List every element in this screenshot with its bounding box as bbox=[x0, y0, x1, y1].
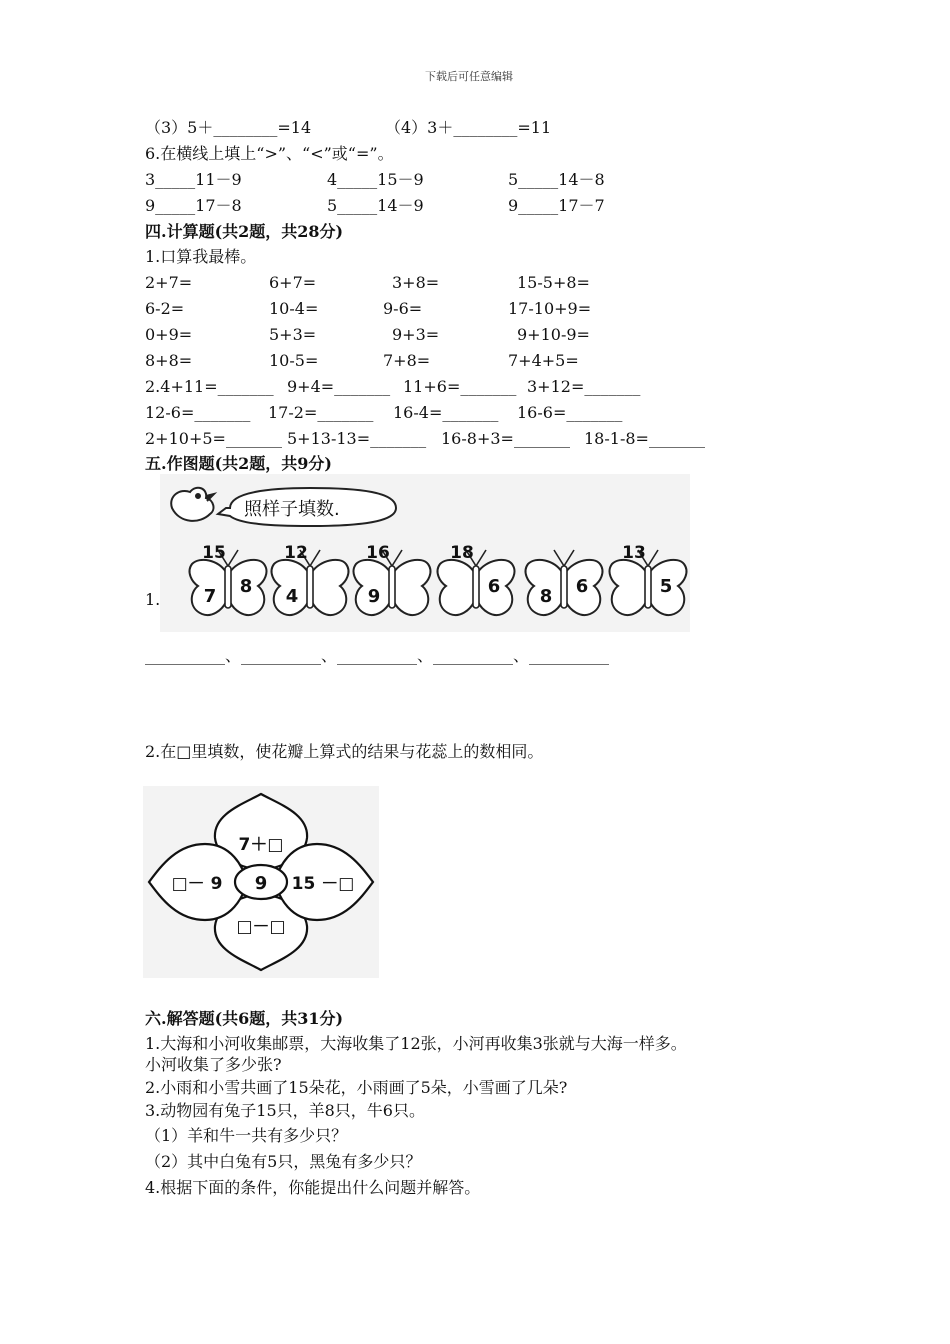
butterfly-left-number: 9 bbox=[367, 586, 381, 607]
butterfly-illustration bbox=[160, 474, 690, 632]
bubble-text: 照样子填数. bbox=[244, 499, 340, 520]
oral-calc-item: 2+7= bbox=[145, 273, 193, 292]
butterfly-left-number: 7 bbox=[203, 586, 217, 607]
oral-calc-item: 10-4= bbox=[269, 299, 319, 318]
fill-calc-item: 16-6=_______ bbox=[517, 403, 623, 422]
fill-calc-item: 16-8+3=_______ bbox=[441, 429, 570, 448]
fill-calc-item: 5+13-13=_______ bbox=[287, 429, 427, 448]
oral-calc-item: 0+9= bbox=[145, 325, 193, 344]
problem-line: 1.大海和小河收集邮票，大海收集了12张，小河再收集3张就与大海一样多。 bbox=[145, 1034, 687, 1053]
section-6-title: 六.解答题(共6题，共31分) bbox=[145, 1009, 344, 1028]
oral-calc-item: 6+7= bbox=[269, 273, 317, 292]
oral-calc-item: 7+4+5= bbox=[508, 351, 579, 370]
compare-item: 9_____17－7 bbox=[508, 196, 605, 215]
oral-calc-item: 15-5+8= bbox=[517, 273, 590, 292]
butterfly-top-number: 15 bbox=[202, 543, 226, 563]
fill-calc-item: 11+6=_______ bbox=[403, 377, 517, 396]
butterfly-top-number: 12 bbox=[284, 543, 308, 563]
oral-calc-item: 8+8= bbox=[145, 351, 193, 370]
answer-line: __________、__________、__________、__________、__________ bbox=[145, 646, 610, 665]
fill-calc-item: 12-6=_______ bbox=[145, 403, 251, 422]
fill-calc-item: 2+10+5=_______ bbox=[145, 429, 282, 448]
oral-calc-item: 6-2= bbox=[145, 299, 185, 318]
oral-calc-item: 5+3= bbox=[269, 325, 317, 344]
butterfly-top-number: 18 bbox=[450, 543, 474, 563]
butterfly-left-number: 4 bbox=[285, 586, 299, 607]
compare-item: 3_____11－9 bbox=[145, 170, 242, 189]
oral-calc-item: 9+10-9= bbox=[517, 325, 590, 344]
oral-calc-item: 9+3= bbox=[392, 325, 440, 344]
problem-line: 4.根据下面的条件，你能提出什么问题并解答。 bbox=[145, 1178, 481, 1197]
fill-calc-item: 16-4=_______ bbox=[393, 403, 499, 422]
oral-calc-item: 10-5= bbox=[269, 351, 319, 370]
butterfly-right-number: 5 bbox=[659, 576, 673, 597]
problem-line: 3.动物园有兔子15只，羊8只，牛6只。 bbox=[145, 1101, 425, 1120]
problem-line: 小河收集了多少张? bbox=[145, 1055, 282, 1074]
flower-diagram bbox=[143, 786, 379, 978]
oral-calc-item: 9-6= bbox=[383, 299, 423, 318]
fill-calc-item: 9+4=_______ bbox=[287, 377, 391, 396]
flower-center-number: 9 bbox=[254, 873, 268, 894]
flower-bottom-expression: □－□ bbox=[236, 917, 286, 937]
page-header: 下载后可任意编辑 bbox=[425, 70, 513, 83]
oral-calc-item: 3+8= bbox=[392, 273, 440, 292]
compare-item: 4_____15－9 bbox=[327, 170, 424, 189]
section-4-title: 四.计算题(共2题，共28分) bbox=[145, 222, 344, 241]
flower-right-expression: 15 －□ bbox=[291, 874, 355, 894]
question-6-title: 6.在横线上填上“>”、“<”或“=”。 bbox=[145, 144, 394, 163]
section-5-q1-label: 1. bbox=[145, 590, 161, 609]
flower-left-expression: □－ 9 bbox=[171, 874, 223, 894]
flower-top-expression: 7＋□ bbox=[238, 835, 284, 855]
butterfly-left-number: 8 bbox=[539, 586, 553, 607]
compare-item: 5_____14－9 bbox=[327, 196, 424, 215]
section-5-q2-text: 2.在□里填数，使花瓣上算式的结果与花蕊上的数相同。 bbox=[145, 742, 544, 761]
fill-calc-item: 18-1-8=_______ bbox=[584, 429, 705, 448]
butterfly-top-number: 13 bbox=[622, 543, 646, 563]
compare-item: 5_____14－8 bbox=[508, 170, 605, 189]
question-3-3: （3）5＋________=14 bbox=[145, 118, 312, 137]
butterfly-right-number: 8 bbox=[239, 576, 253, 597]
oral-calc-item: 17-10+9= bbox=[508, 299, 592, 318]
problem-line: 2.小雨和小雪共画了15朵花，小雨画了5朵，小雪画了几朵? bbox=[145, 1078, 568, 1097]
butterfly-top-number: 16 bbox=[366, 543, 390, 563]
question-3-4: （4）3＋________=11 bbox=[385, 118, 552, 137]
fill-calc-item: 2.4+11=_______ bbox=[145, 377, 274, 396]
fill-calc-item: 17-2=_______ bbox=[268, 403, 374, 422]
compare-item: 9_____17－8 bbox=[145, 196, 242, 215]
problem-line: （1）羊和牛一共有多少只？ bbox=[145, 1126, 348, 1145]
problem-line: （2）其中白兔有5只，黑兔有多少只？ bbox=[145, 1152, 422, 1171]
butterfly-right-number: 6 bbox=[487, 576, 501, 597]
butterfly-right-number: 6 bbox=[575, 576, 589, 597]
fill-calc-item: 3+12=_______ bbox=[527, 377, 641, 396]
section-4-q1-title: 1.口算我最棒。 bbox=[145, 247, 257, 266]
oral-calc-item: 7+8= bbox=[383, 351, 431, 370]
section-5-title: 五.作图题(共2题，共9分) bbox=[145, 454, 332, 473]
